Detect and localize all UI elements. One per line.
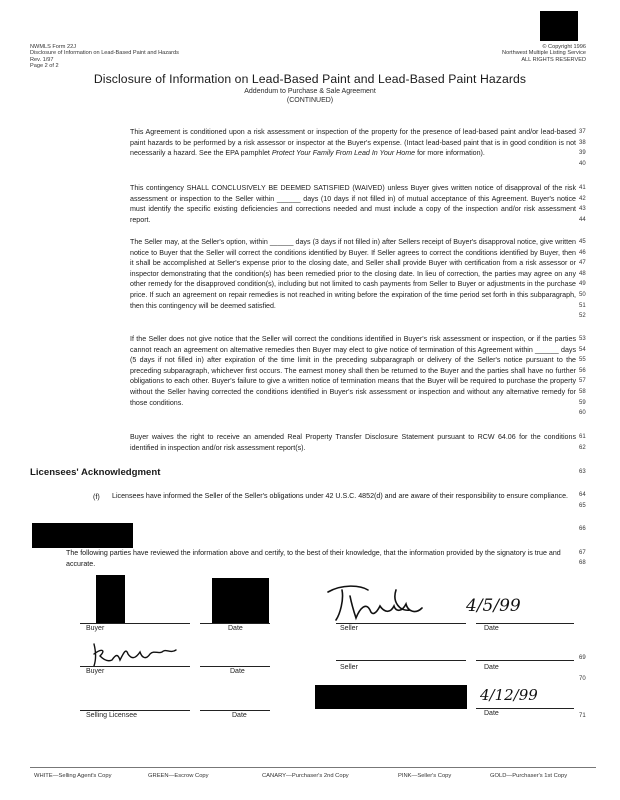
paragraph-waiver — [130, 432, 576, 453]
line-number: 63 — [579, 469, 586, 475]
line-number: 37 — [579, 129, 586, 135]
subtitle-addendum: Addendum to Purchase & Sale Agreement — [244, 88, 376, 95]
line-number: 59 — [579, 399, 586, 406]
line-number: 48 — [579, 270, 586, 277]
line-number: 47 — [579, 260, 586, 267]
line-number: 69 — [579, 655, 586, 661]
line-number: 66 — [579, 526, 586, 532]
paragraph-seller-option — [130, 237, 576, 311]
redaction-block-top-right — [540, 11, 578, 41]
redaction-block-certification — [32, 523, 133, 548]
redaction-block-buyer-date — [212, 578, 269, 624]
line-number: 71 — [579, 713, 586, 719]
line-number: 44 — [579, 216, 586, 223]
line-number: 38 — [579, 139, 586, 146]
label-date-1: Date — [228, 625, 243, 632]
line-number: 52 — [579, 313, 586, 320]
footer-copy-white: WHITE—Selling Agent's Copy — [34, 773, 112, 779]
line-numbers-p4 — [579, 334, 603, 419]
line-number: 57 — [579, 378, 586, 385]
document-title: Disclosure of Information on Lead-Based Paint and Lead-Based Paint Hazards — [93, 72, 527, 86]
paragraph-text: This Agreement is conditioned upon a risk assessment or inspection of the property for the presence of lead-based paint and/or lead-based paint hazards to be performed by a risk assessor or inspector at the Buyer's expense. (Intact lead-based paint that is in good condition is not necessarily a hazard. See the EPA pamphlet — [130, 128, 576, 158]
line-number: 46 — [579, 249, 586, 256]
line-numbers-p5 — [579, 432, 603, 453]
line-number: 62 — [579, 444, 586, 451]
signature-line-seller-1 — [336, 623, 466, 624]
seller-handwritten-signature — [320, 582, 460, 626]
label-seller-2: Seller — [340, 664, 358, 671]
form-revision: Rev. 1/97 — [30, 56, 54, 63]
signature-line-date-6 — [476, 708, 574, 709]
paragraph-text: Buyer waives the right to receive an amended Real Property Transfer Disclosure Statement pursuant to RCW 64.06 for the conditions identified in inspection and/or risk assessment report(s). — [130, 433, 576, 452]
form-header-right — [440, 44, 586, 63]
label-date-3: Date — [230, 668, 245, 675]
signature-line-date-1 — [200, 623, 270, 624]
line-number: 70 — [579, 676, 586, 682]
footer-copy-pink: PINK—Seller's Copy — [398, 773, 452, 779]
line-number: 49 — [579, 281, 586, 288]
redaction-block-agent-signature — [315, 685, 467, 709]
label-date-2: Date — [484, 625, 499, 632]
signature-line-date-2 — [476, 623, 574, 624]
label-date-5: Date — [232, 712, 247, 719]
signature-line-selling-licensee — [80, 710, 190, 711]
label-buyer-1: Buyer — [86, 625, 105, 632]
line-number: 51 — [579, 302, 586, 309]
signature-line-buyer-2 — [80, 666, 190, 667]
redaction-block-buyer-signature — [96, 575, 125, 623]
paragraph-contingency — [130, 183, 576, 225]
line-number: 56 — [579, 367, 586, 374]
line-number: 55 — [579, 357, 586, 364]
line-numbers-p2 — [579, 183, 603, 225]
footer-copy-gold: GOLD—Purchaser's 1st Copy — [490, 773, 568, 779]
form-name: Disclosure of Information on Lead-Based Paint and Hazards — [30, 50, 179, 57]
signature-line-seller-2 — [336, 660, 466, 661]
pamphlet-title: Protect Your Family From Lead In Your Home — [271, 149, 416, 158]
line-number: 39 — [579, 150, 586, 157]
licensees-heading: Licensees' Acknowledgment — [30, 467, 161, 478]
footer-copy-canary: CANARY—Purchaser's 2nd Copy — [262, 773, 349, 779]
form-id: NWMLS Form 22J — [30, 44, 76, 50]
form-page: Page 2 of 2 — [30, 63, 59, 70]
line-numbers-p1 — [579, 127, 603, 169]
paragraph-text: If the Seller does not give notice that the Seller will correct the conditions identified in Buyer's risk assessment or inspection, or if the parties cannot reach an agreement on alternative remedies then Buyer may elect to give notice of termination of this Agreement within ______ days (5 days if not filled in) after expiration of the time limit in the preceding subparagraph or delivery of the Seller's notice pursuant to the preceding subparagraph, whichever first occurs. The earnest money shall then be returned to the Buyer and the parties shall have no further obligations to each other. Buyer's failure to give a written notice of termination means that the Buyer will be required to purchase the property without the Seller having corrected the conditions identified in Buyer's risk assessment or inspection and without any alternative remedy for those conditions. — [130, 335, 576, 407]
copyright: © Copyright 1996 — [542, 44, 586, 50]
line-number: 42 — [579, 195, 586, 202]
line-number: 61 — [579, 434, 586, 440]
signature-line-date-3 — [200, 666, 270, 667]
paragraph-risk-assessment — [130, 127, 576, 159]
form-header-left — [30, 44, 250, 70]
signature-line-date-5 — [200, 710, 270, 711]
line-number: 54 — [579, 346, 586, 353]
line-number: 41 — [579, 185, 586, 191]
label-date-6: Date — [484, 710, 499, 717]
seller-handwritten-date: 4/5/99 — [466, 596, 521, 616]
label-date-4: Date — [484, 664, 499, 671]
item-letter-f: (f) — [93, 492, 100, 501]
signature-line-date-4 — [476, 660, 574, 661]
item-f-text: Licensees have informed the Seller of the Seller's obligations under 42 U.S.C. 4852(d) and are aware of their responsibility to ensure compliance. — [112, 492, 569, 500]
signature-line-buyer-1 — [80, 623, 190, 624]
footer-divider — [30, 767, 596, 768]
paragraph-text: The Seller may, at the Seller's option, within ______ days (3 days if not filled in) after Sellers receipt of Buyer's disapproval notice, give written notice to Buyer that the Seller will correct the conditions identified by Buyer. If Seller agrees to correct the conditions identified by Buyer, then it shall be accomplished at Seller's expense prior to the closing date, and Seller shall provide Buyer with certification from a risk assessor or inspector demonstrating that the condition(s) has been remedied prior to the closing date. In lieu of correction, the parties may agree on any other remedy for the disapproved condition(s), including but not limited to cash payments from Seller to Buyer or adjustments in the purchase price. If such an agreement on repair remedies is not reached in writing before the expiration of the time period set forth in this subparagraph, then this contingency will be deemed satisfied. — [130, 238, 576, 310]
line-number: 67 — [579, 550, 586, 556]
document-subtitle — [60, 88, 560, 105]
line-number: 58 — [579, 388, 586, 395]
label-seller-1: Seller — [340, 625, 358, 632]
line-number: 50 — [579, 291, 586, 298]
footer-copy-green: GREEN—Escrow Copy — [148, 773, 209, 779]
paragraph-termination — [130, 334, 576, 408]
paragraph-text: This contingency SHALL CONCLUSIVELY BE DEEMED SATISFIED (WAIVED) unless Buyer gives written notice of disapproval of the risk assessment or inspection to the Seller within ______ days (10 days if not filled in) of mutual acceptance of this Agreement. Buyer's notice must identify the specific existing deficiencies and corrections needed and must include a copy of the inspection and/or risk assessment report. — [130, 184, 576, 224]
line-number: 65 — [579, 503, 586, 509]
agent-handwritten-date: 4/12/99 — [480, 686, 538, 704]
label-selling-licensee: Selling Licensee — [86, 712, 137, 719]
line-number: 43 — [579, 206, 586, 213]
line-number: 68 — [579, 560, 586, 566]
label-buyer-2: Buyer — [86, 668, 105, 675]
line-number: 45 — [579, 239, 586, 245]
copyright-org: Northwest Multiple Listing Service — [502, 50, 586, 57]
certification-text: The following parties have reviewed the information above and certify, to the best of their knowledge, that the information provided by the signatory is true and accurate. — [66, 549, 561, 568]
buyer-handwritten-signature — [88, 640, 188, 668]
copyright-rights: ALL RIGHTS RESERVED — [521, 56, 586, 63]
subtitle-continued: (CONTINUED) — [286, 96, 334, 104]
line-number: 64 — [579, 492, 586, 498]
line-numbers-p3 — [579, 237, 603, 322]
paragraph-text-end: for more information). — [415, 149, 485, 158]
line-number: 40 — [579, 160, 586, 167]
line-number: 60 — [579, 410, 586, 417]
line-number: 53 — [579, 336, 586, 342]
